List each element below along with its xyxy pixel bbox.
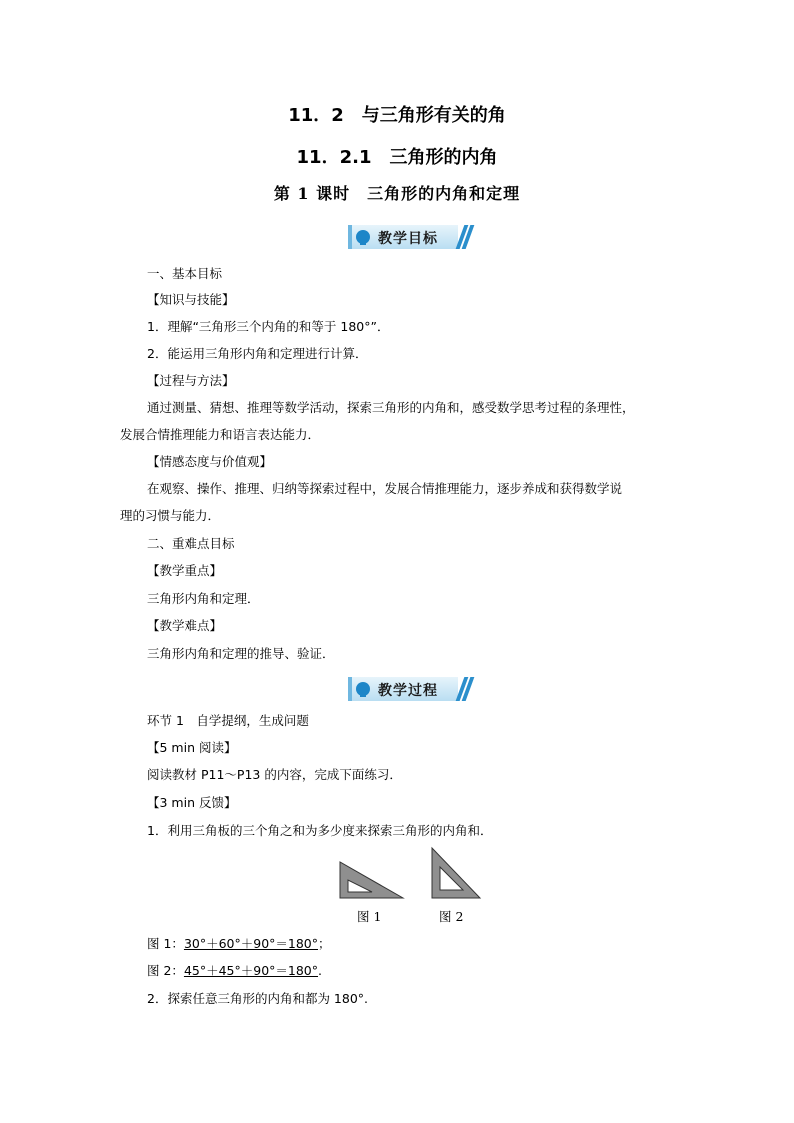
set-square-30-60-figure <box>339 860 405 900</box>
teaching-goals-banner <box>348 225 470 249</box>
answer-2-value: 45°＋45°＋90°＝180° <box>183 963 319 978</box>
knowledge-heading: 【知识与技能】 <box>147 292 235 307</box>
difficulty-text: 三角形内角和定理的推导、验证． <box>147 646 335 661</box>
banner-label: 教学目标 <box>378 231 438 247</box>
teaching-process-banner <box>348 677 470 701</box>
process-method-line-2: 发展合情推理能力和语言表达能力． <box>120 427 321 442</box>
subsection-title: 11．2.1 三角形的内角 <box>296 147 498 168</box>
section-title: 11．2 与三角形有关的角 <box>288 105 506 126</box>
trophy-icon <box>356 682 370 696</box>
lesson-title: 第 1 课时 三角形的内角和定理 <box>273 184 521 203</box>
trophy-icon <box>356 230 370 244</box>
process-method-heading: 【过程与方法】 <box>147 373 235 388</box>
answer-1 <box>147 936 331 952</box>
figure-2-caption: 图 2 <box>439 909 464 924</box>
banner-label: 教学过程 <box>378 683 438 699</box>
emotion-line-1: 在观察、操作、推理、归纳等探索过程中，发展合情推理能力，逐步养成和获得数学说 <box>147 481 623 496</box>
reading-text: 阅读教材 P11～P13 的内容，完成下面练习． <box>147 767 402 782</box>
question-1: 1．利用三角板的三个角之和为多少度来探索三角形的内角和． <box>147 823 493 838</box>
answer-2-end: . <box>318 963 322 978</box>
feedback-heading: 【3 min 反馈】 <box>147 795 237 810</box>
answer-1-end: ； <box>318 936 331 951</box>
step-1-heading: 环节 1 自学提纲，生成问题 <box>147 713 309 728</box>
knowledge-item-2: 2．能运用三角形内角和定理进行计算． <box>147 346 368 361</box>
reading-heading: 【5 min 阅读】 <box>147 740 237 755</box>
focus-heading: 【教学重点】 <box>147 563 223 578</box>
emotion-line-2: 理的习惯与能力． <box>120 508 221 523</box>
knowledge-item-1: 1．理解“三角形三个内角的和等于 180°”． <box>147 319 390 334</box>
answer-2-label: 图 2： <box>147 963 184 978</box>
answer-2 <box>147 963 322 979</box>
set-square-45-figure <box>430 846 482 900</box>
figure-1-caption: 图 1 <box>357 909 382 924</box>
answer-1-label: 图 1： <box>147 936 184 951</box>
emotion-heading: 【情感态度与价值观】 <box>147 454 273 469</box>
difficulty-heading: 【教学难点】 <box>147 618 223 633</box>
focus-text: 三角形内角和定理． <box>147 591 260 606</box>
process-method-line-1: 通过测量、猜想、推理等数学活动，探索三角形的内角和，感受数学思考过程的条理性， <box>147 400 635 415</box>
key-difficult-heading: 二、重难点目标 <box>147 536 235 551</box>
question-2: 2．探索任意三角形的内角和都为 180°. <box>147 991 369 1006</box>
answer-1-value: 30°＋60°＋90°＝180° <box>183 936 319 951</box>
basic-goals-heading: 一、基本目标 <box>147 266 223 281</box>
